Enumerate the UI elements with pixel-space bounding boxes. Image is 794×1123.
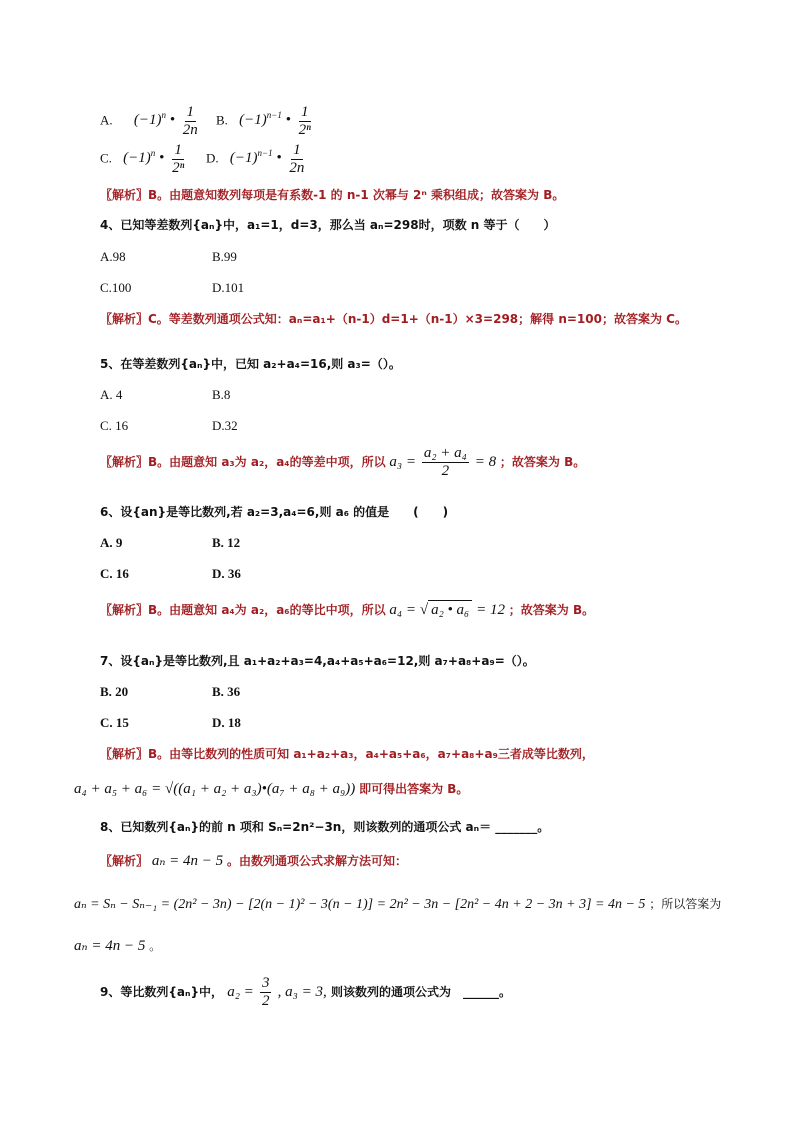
- q5-option-b: B.8: [212, 387, 231, 402]
- q6-option-a: A. 9: [100, 535, 123, 550]
- q7-analysis: 〖解析〗B。由等比数列的性质可知 a₁+a₂+a₃，a₄+a₅+a₆，a₇+a₈+a₉三者成等比数列，: [100, 747, 594, 761]
- q3-analysis: 〖解析〗B。由题意知数列每项是有系数-1 的 n-1 次幂与 2ⁿ 乘积组成；故答案为 B。: [100, 188, 565, 202]
- q8-result: aₙ = 4n − 5 。: [74, 938, 162, 954]
- q8-analysis: 〖解析〗 aₙ = 4n − 5 。由数列通项公式求解方法可知：: [100, 853, 408, 869]
- q3-option-a: A. $(-1)^n$ • $\frac{1}{2n}$: [100, 104, 198, 138]
- q4-stem: 4、已知等差数列{aₙ}中，a₁=1，d=3，那么当 aₙ=298时，项数 n 等于（ ）: [100, 218, 556, 232]
- q7-option-c: C. 15: [100, 715, 129, 730]
- q7-stem: 7、设{aₙ}是等比数列,且 a₁+a₂+a₃=4,a₄+a₅+a₆=12,则 a₇+a₈+a₉=（）。: [100, 654, 535, 668]
- q4-analysis: 〖解析〗C。等差数列通项公式知：aₙ=a₁+（n-1）d=1+（n-1）×3=298；解得 n=100；故答案为 C。: [100, 312, 687, 326]
- q5-stem: 5、在等差数列{aₙ}中，已知 a₂+a₄=16,则 a₃=（）。: [100, 357, 401, 371]
- q6-analysis: 〖解析〗B。由题意知 a₄为 a₂，a₆的等比中项，所以 a₄ = √ a₂ • a₆ = 12 ；故答案为 B。: [100, 602, 595, 618]
- q6-option-b: B. 12: [212, 535, 241, 550]
- q5-analysis: 〖解析〗B。由题意知 a₃为 a₂，a₄的等差中项，所以 a₃ = $\frac{\text{a₂ + a₄}}{2}$ = 8 ；故答案为 B。: [100, 445, 586, 479]
- q3-option-c: C. $(-1)^n$ • $\frac{1}{\text{2ⁿ}}$: [100, 142, 185, 176]
- q4-option-d: D.101: [212, 280, 245, 295]
- q8-stem: 8、已知数列{aₙ}的前 n 项和 Sₙ=2n²−3n，则该数列的通项公式 aₙ＝ _______。: [100, 820, 550, 834]
- q7-option-d: D. 18: [212, 715, 241, 730]
- q5-option-c: C. 16: [100, 418, 129, 433]
- q7-option-a: B. 20: [100, 684, 129, 699]
- q9-stem: 9、等比数列{aₙ}中， a₂ = $\frac{3}{2}$ , a₃ = 3, 则该数列的通项公式为 ______。: [100, 975, 511, 1009]
- q5-option-d: D.32: [212, 418, 238, 433]
- q6-stem: 6、设{an}是等比数列,若 a₂=3,a₄=6,则 a₆ 的值是 ( ): [100, 505, 449, 519]
- q6-option-d: D. 36: [212, 566, 241, 581]
- q4-option-c: C.100: [100, 280, 132, 295]
- q3-option-b: B. $(-1)^{n-1}$ • $\frac{1}{\text{2ⁿ}}$: [216, 104, 311, 138]
- q7-analysis-formula: a₄ + a₅ + a₆ = √((a₁ + a₂ + a₃)•(a₇ + a₈ + a₉)) 即可得出答案为 B。: [74, 781, 469, 797]
- q4-option-b: B.99: [212, 249, 237, 264]
- q3-option-d: D. $(-1)^{n-1}$ • $\frac{1}{2n}$: [206, 142, 305, 176]
- q6-option-c: C. 16: [100, 566, 129, 581]
- q5-option-a: A. 4: [100, 387, 123, 402]
- q7-option-b: B. 36: [212, 684, 241, 699]
- q8-derivation: aₙ = Sₙ − Sₙ₋₁ = (2n² − 3n) − [2(n − 1)² − 3(n − 1)] = 2n² − 3n − [2n² − 4n + 2 − 3n + 3] = 4n − 5 ；所以答案为: [74, 897, 722, 912]
- q4-option-a: A.98: [100, 249, 126, 264]
